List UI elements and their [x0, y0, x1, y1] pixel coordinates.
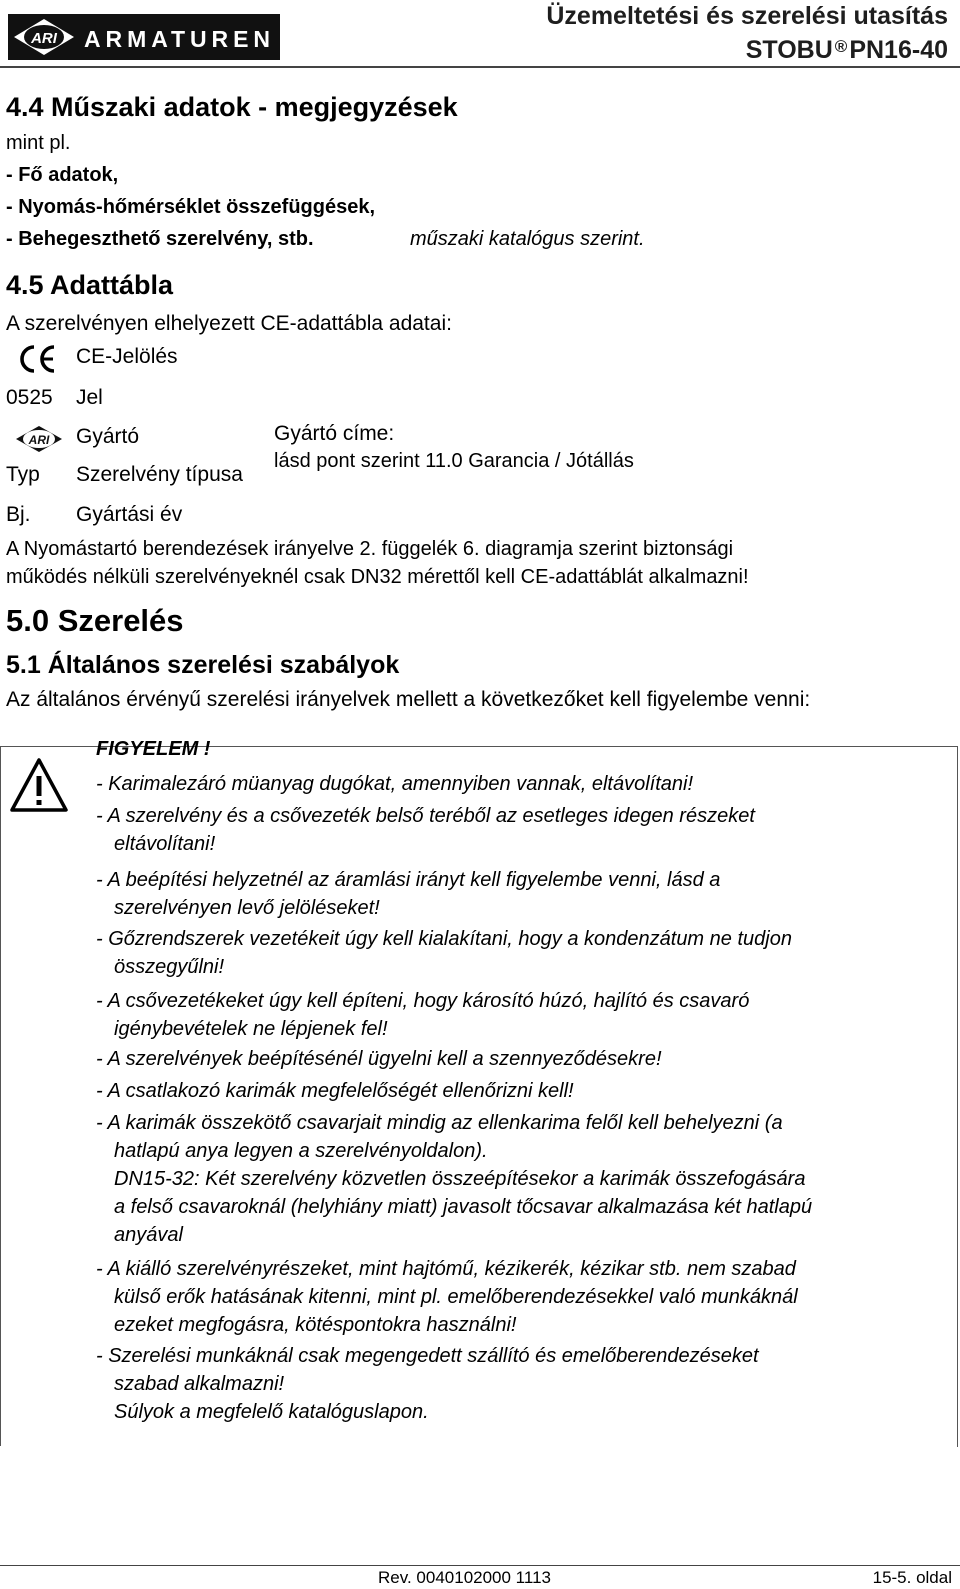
warning-line: hatlapú anya legyen a szerelvényoldalon). [114, 1140, 488, 1162]
warning-icon [8, 756, 70, 816]
warning-line: - A beépítési helyzetnél az áramlási irányt kell figyelembe venni, lásd a [96, 869, 721, 891]
svg-text:ARI: ARI [31, 30, 57, 47]
s44-line-4-ref: műszaki katalógus szerint. [410, 228, 645, 250]
svg-text:ARMATUREN: ARMATUREN [84, 26, 270, 52]
warning-line: külső erők hatásának kitenni, mint pl. emelőberendezésekkel való munkáknál [114, 1286, 798, 1308]
warning-line: anyával [114, 1224, 183, 1246]
section-4-5-title: 4.5 Adattábla [6, 270, 174, 300]
section-4-4-title: 4.4 Műszaki adatok - megjegyzések [6, 92, 458, 122]
warning-line: szabad alkalmazni! [114, 1373, 285, 1395]
warning-line: Súlyok a megfelelő katalóguslapon. [114, 1401, 429, 1423]
warning-line: összegyűlni! [114, 956, 225, 978]
s44-line-2: - Fő adatok, [6, 164, 119, 186]
warning-line: - A karimák összekötő csavarjait mindig az ellenkarima felől kell behelyezni (a [96, 1112, 783, 1134]
product-name: STOBU ®PN16-40 [745, 36, 948, 64]
bj-label: Gyártási év [76, 503, 183, 526]
s51-intro: Az általános érvényű szerelési irányelvek mellett a következőket kell figyelembe venni: [6, 688, 811, 711]
typ-value: Typ [6, 463, 40, 486]
warning-line: ezeket megfogásra, kötéspontokra használni! [114, 1314, 517, 1336]
ce-label: CE-Jelölés [76, 345, 178, 368]
maker-address-label: Gyártó címe: [274, 422, 395, 445]
s44-line-3: - Nyomás-hőmérséklet összefüggések, [6, 196, 376, 218]
s44-line-4: - Behegeszthető szerelvény, stb. [6, 228, 314, 250]
warning-line: igénybevételek ne lépjenek fel! [114, 1018, 388, 1040]
section-5-0-title: 5.0 Szerelés [6, 603, 184, 638]
warning-line: - A kiálló szerelvényrészeket, mint hajtómű, kézikerék, kézikar stb. nem szabad [96, 1258, 796, 1280]
typ-label: Szerelvény típusa [76, 463, 243, 486]
s45-note-1: A Nyomástartó berendezések irányelve 2. függelék 6. diagramja szerint biztonsági [6, 538, 734, 560]
code-value: 0525 [6, 386, 53, 409]
svg-text:ARI: ARI [28, 433, 50, 447]
warning-line: szerelvényen levő jelöléseket! [114, 897, 380, 919]
warning-line: - A csatlakozó karimák megfelelőségét ellenőrizni kell! [96, 1080, 574, 1102]
footer-rule [0, 1565, 960, 1566]
code-label: Jel [76, 386, 103, 409]
warning-line: eltávolítani! [114, 833, 216, 855]
header-rule [0, 66, 960, 68]
warning-line: - Szerelési munkáknál csak megengedett szállító és emelőberendezéseket [96, 1345, 759, 1367]
revision-number: Rev. 0040102000 1113 [378, 1568, 551, 1587]
warning-box-left-edge [0, 746, 1, 1446]
warning-line: - A csővezetékeket úgy kell építeni, hogy károsító húzó, hajlító és csavaró [96, 990, 750, 1012]
warning-line: - Karimalezáró müanyag dugókat, amennyiben vannak, eltávolítani! [96, 773, 694, 795]
ce-mark-icon [18, 343, 58, 375]
document-title: Üzemeltetési és szerelési utasítás [546, 2, 948, 30]
warning-line: DN15-32: Két szerelvény közvetlen összeépítésekor a karimák összefogására [114, 1168, 806, 1190]
warning-line: - A szerelvények beépítésénél ügyelni kell a szennyeződésekre! [96, 1048, 662, 1070]
warning-line: - Gőzrendszerek vezetékeit úgy kell kialakítani, hogy a kondenzátum ne tudjon [96, 928, 792, 950]
warning-title: FIGYELEM ! [96, 738, 211, 760]
warning-line: - A szerelvény és a csővezeték belső teréből az esetleges idegen részeket [96, 805, 755, 827]
s44-line-1: mint pl. [6, 132, 71, 154]
ari-armaturen-logo [8, 14, 280, 60]
page-number: 15-5. oldal [872, 1568, 952, 1587]
ari-maker-icon [14, 424, 64, 454]
s45-intro: A szerelvényen elhelyezett CE-adattábla adatai: [6, 312, 452, 335]
maker-address-ref: lásd pont szerint 11.0 Garancia / Jótállás [274, 450, 634, 472]
maker-label: Gyártó [76, 425, 140, 448]
bj-value: Bj. [6, 503, 31, 526]
warning-line: a felső csavaroknál (helyhiány miatt) javasolt tőcsavar alkalmazása két hatlapú [114, 1196, 813, 1218]
section-5-1-title: 5.1 Általános szerelési szabályok [6, 651, 400, 679]
s45-note-2: működés nélküli szerelvényeknél csak DN32 mérettől kell CE-adattáblát alkalmazni! [6, 566, 749, 588]
